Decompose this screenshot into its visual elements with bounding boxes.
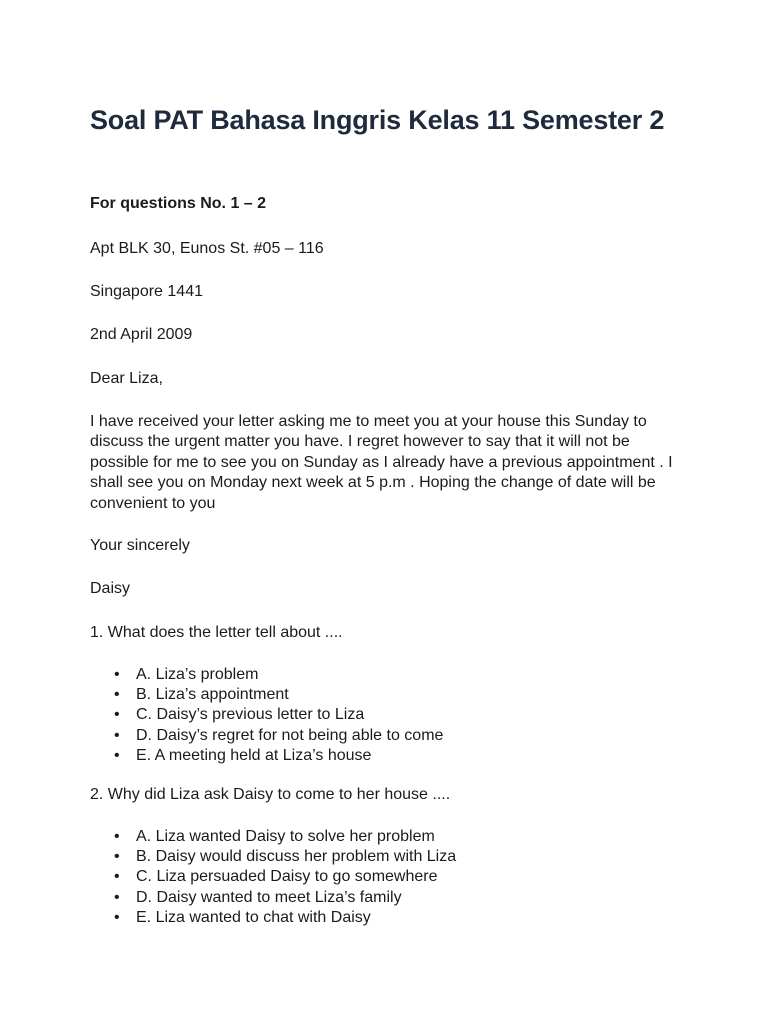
letter-signature: Daisy (90, 580, 131, 597)
question-2-option-e: • E. Liza wanted to chat with Daisy (136, 908, 456, 928)
question-2-text: 2. Why did Liza ask Daisy to come to her house .... (90, 786, 451, 803)
letter-closing: Your sincerely (90, 537, 190, 554)
question-2-option-a: • A. Liza wanted Daisy to solve her problem (136, 827, 456, 847)
question-instruction: For questions No. 1 – 2 (90, 195, 267, 212)
letter-date: 2nd April 2009 (90, 326, 193, 343)
question-2-options (90, 827, 456, 928)
question-1-options (90, 665, 443, 766)
letter-body: I have received your letter asking me to meet you at your house this Sunday to discuss the urgent matter you have. I regret however to say that it will not be possible for me to see you on Sunday as I already have a previous appointment . I shall see you on Monday next week at 5 p.m . Hoping the change of date will be convenient to you (90, 413, 673, 512)
question-2-option-d: • D. Daisy wanted to meet Liza’s family (136, 888, 456, 908)
question-1-text: 1. What does the letter tell about .... (90, 624, 343, 641)
question-1-option-c: • C. Daisy’s previous letter to Liza (136, 705, 443, 725)
letter-greeting: Dear Liza, (90, 370, 163, 387)
question-2-option-b: • B. Daisy would discuss her problem with Liza (136, 847, 456, 867)
page-title: Soal PAT Bahasa Inggris Kelas 11 Semester 2 (90, 105, 665, 135)
question-1-option-b: • B. Liza’s appointment (136, 685, 443, 705)
question-2-option-c: • C. Liza persuaded Daisy to go somewhere (136, 867, 456, 887)
letter-address-line-1: Apt BLK 30, Eunos St. #05 – 116 (90, 240, 324, 257)
question-1-option-e: • E. A meeting held at Liza’s house (136, 746, 443, 766)
question-1-option-d: • D. Daisy’s regret for not being able to come (136, 726, 443, 746)
letter-address-line-2: Singapore 1441 (90, 283, 203, 300)
question-1-option-a: • A. Liza’s problem (136, 665, 443, 685)
